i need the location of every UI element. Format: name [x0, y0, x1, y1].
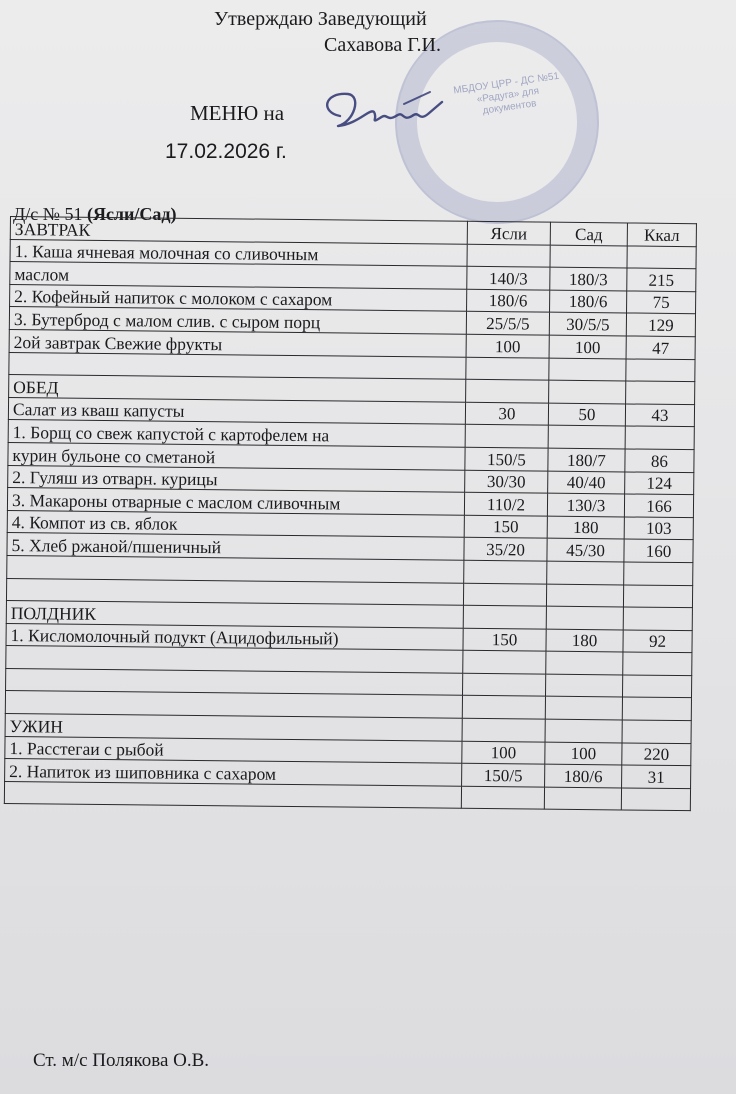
- kcal-cell: [622, 697, 691, 720]
- yasli-cell: 150: [463, 628, 546, 651]
- sad-cell: [546, 651, 623, 674]
- nurse-signature: Ст. м/с Полякова О.В.: [33, 1050, 210, 1071]
- sad-cell: [549, 358, 626, 381]
- kcal-cell: 166: [624, 494, 693, 517]
- kcal-cell: [626, 381, 695, 404]
- kcal-cell: 43: [625, 404, 694, 427]
- sad-cell: 30/5/5: [549, 313, 626, 336]
- header-yasli: Ясли: [467, 221, 550, 244]
- yasli-cell: 180/6: [467, 289, 550, 312]
- kcal-cell: [622, 720, 691, 743]
- dish-cell: маслом: [10, 262, 467, 289]
- dish-cell: 4. Компот из св. яблок: [7, 510, 464, 537]
- sad-cell: 50: [548, 403, 625, 426]
- menu-date: 17.02.2026 г.: [165, 140, 287, 163]
- yasli-cell: 100: [462, 741, 545, 764]
- kcal-cell: 47: [626, 336, 695, 359]
- dish-cell: 2. Кофейный напиток с молоком с сахаром: [10, 284, 467, 311]
- kcal-cell: [624, 562, 693, 585]
- kcal-cell: 220: [622, 743, 691, 766]
- sad-cell: 40/40: [548, 471, 625, 494]
- approval-block: [214, 6, 441, 58]
- yasli-cell: 140/3: [467, 266, 550, 289]
- yasli-cell: [463, 583, 546, 606]
- sad-cell: 180/6: [550, 290, 627, 313]
- dish-cell: ПОЛДНИК: [6, 601, 463, 628]
- yasli-cell: 150/5: [465, 447, 548, 470]
- kcal-cell: 86: [625, 449, 694, 472]
- yasli-cell: [463, 651, 546, 674]
- kcal-cell: 160: [624, 539, 693, 562]
- kcal-cell: 103: [624, 517, 693, 540]
- dish-cell: 5. Хлеб ржаной/пшеничный: [7, 533, 464, 560]
- kcal-cell: [623, 584, 692, 607]
- header-section: ЗАВТРАК: [10, 217, 467, 244]
- kcal-cell: 129: [626, 313, 695, 336]
- yasli-cell: [463, 673, 546, 696]
- yasli-cell: 150: [464, 515, 547, 538]
- dish-cell: ОБЕД: [9, 375, 466, 402]
- dish-cell: [4, 781, 461, 808]
- yasli-cell: [466, 379, 549, 402]
- yasli-cell: [466, 357, 549, 380]
- header-sad: Сад: [550, 222, 627, 245]
- yasli-cell: [465, 425, 548, 448]
- sad-cell: 180/7: [548, 448, 625, 471]
- approve-line-2: Сахавова Г.И.: [324, 34, 441, 56]
- sad-cell: [549, 380, 626, 403]
- kcal-cell: [625, 426, 694, 449]
- dish-cell: 2. Напиток из шиповника с сахаром: [5, 759, 462, 786]
- stamp-text: МБДОУ ЦРР - ДС №51 «Радуга» для документов: [452, 70, 560, 117]
- yasli-cell: 30/30: [465, 470, 548, 493]
- yasli-cell: 30: [465, 402, 548, 425]
- sad-cell: 180: [546, 629, 623, 652]
- dish-cell: 1. Кисломолочный подукт (Ацидофильный): [6, 623, 463, 650]
- dish-cell: Салат из кваш капусты: [8, 397, 465, 424]
- yasli-cell: 150/5: [462, 764, 545, 787]
- dish-cell: 1. Расстегаи с рыбой: [5, 736, 462, 763]
- kcal-cell: 215: [627, 268, 696, 291]
- sad-cell: [545, 719, 622, 742]
- yasli-cell: [464, 560, 547, 583]
- sad-cell: [545, 697, 622, 720]
- group-type: (Ясли/Сад): [86, 204, 177, 224]
- handwritten-signature: [318, 82, 458, 142]
- yasli-cell: [463, 605, 546, 628]
- kcal-cell: [622, 675, 691, 698]
- sad-cell: [545, 674, 622, 697]
- menu-title: МЕНЮ на: [190, 101, 285, 125]
- sad-cell: 180/3: [550, 267, 627, 290]
- sad-cell: [548, 425, 625, 448]
- dish-cell: курин бульоне со сметаной: [8, 442, 465, 469]
- kcal-cell: 75: [627, 291, 696, 314]
- sad-cell: 100: [545, 742, 622, 765]
- yasli-cell: [461, 786, 544, 809]
- header-kcal: Ккал: [627, 223, 696, 246]
- sad-cell: 45/30: [547, 538, 624, 561]
- kcal-cell: [621, 788, 690, 811]
- sad-cell: [544, 787, 621, 810]
- sad-cell: 180: [547, 516, 624, 539]
- kindergarten-number: Д/с № 51: [13, 204, 83, 224]
- yasli-cell: 100: [466, 334, 549, 357]
- yasli-cell: 35/20: [464, 538, 547, 561]
- sad-cell: [550, 245, 627, 268]
- kcal-cell: [623, 652, 692, 675]
- sad-cell: 180/6: [545, 764, 622, 787]
- sad-cell: 130/3: [547, 493, 624, 516]
- dish-cell: 1. Каша ячневая молочная со сливочным: [10, 239, 467, 266]
- yasli-cell: 25/5/5: [466, 312, 549, 335]
- yasli-cell: 110/2: [464, 492, 547, 515]
- sad-cell: [546, 584, 623, 607]
- sad-cell: [546, 606, 623, 629]
- sad-cell: 100: [549, 335, 626, 358]
- kcal-cell: 92: [623, 630, 692, 653]
- kcal-cell: [626, 359, 695, 382]
- approve-line-1: Утверждаю Заведующий: [214, 8, 427, 30]
- dish-cell: 3. Бутерброд с малом слив. с сыром порц: [9, 307, 466, 334]
- kcal-cell: 31: [622, 765, 691, 788]
- yasli-cell: [462, 696, 545, 719]
- yasli-cell: [467, 244, 550, 267]
- menu-table: [4, 216, 697, 812]
- yasli-cell: [462, 718, 545, 741]
- sad-cell: [547, 561, 624, 584]
- dish-cell: 2. Гуляш из отварн. курицы: [8, 465, 465, 492]
- kcal-cell: [627, 246, 696, 269]
- dish-cell: 1. Борщ со свеж капустой с картофелем на: [8, 420, 465, 447]
- dish-cell: 2ой завтрак Свежие фрукты: [9, 329, 466, 356]
- kcal-cell: [623, 607, 692, 630]
- dish-cell: УЖИН: [5, 714, 462, 741]
- dish-cell: 3. Макароны отварные с маслом сливочным: [7, 488, 464, 515]
- kcal-cell: 124: [625, 471, 694, 494]
